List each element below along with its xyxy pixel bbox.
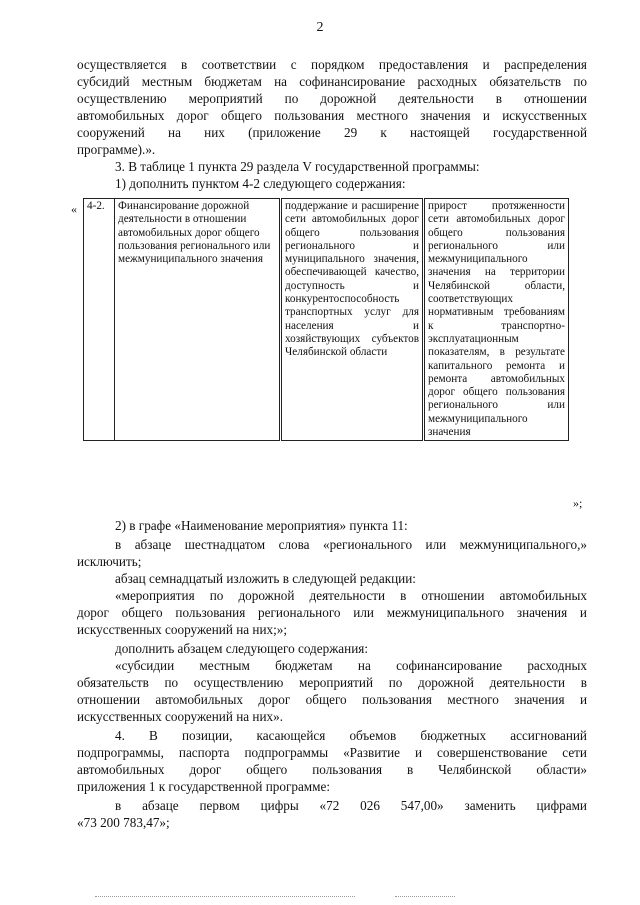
add-abz-heading: дополнить абзацем следующего содержания: [115, 641, 369, 656]
cell-number: 4-2. [84, 199, 115, 441]
abz16-line-1: в абзаце шестнадцатом слова «регионального или межмуниципального,» [115, 537, 587, 552]
item-4-line-1: 4. В позиции, касающейся объемов бюджетных ассигнований [115, 728, 587, 743]
intro-line-5: сооружений на них (приложение 29 к настоящей государственной [77, 125, 587, 140]
item-4-line-4: приложения 1 к государственной программе: [77, 779, 331, 794]
item-4-line-2: подпрограммы, паспорта подпрограммы «Развитие и совершенствование сети [77, 745, 587, 760]
add-abz-text-line-4: искусственных сооружений на них». [77, 709, 284, 724]
cell-goal: поддержание и расширение сети автомобильных дорог общего пользования регионального и муниципального значения, обеспечивающей качество, доступность и конкурентоспособность транспортных услуг для населения и хозяйствующих субъектов Челябинской области [281, 199, 424, 441]
footer-divider-short [395, 896, 455, 897]
abz17-text-line-1: «мероприятия по дорожной деятельности в отношении автомобильных [115, 588, 587, 603]
abz16-line-2: исключить; [77, 554, 142, 569]
inserted-table-row [63, 198, 603, 518]
cell-indicator: прирост протяженности сети автомобильных дорог общего пользования регионального или межмуниципального значения на территории Челябинской области, соответствующих нормативным требованиям к транспортно-эксплуатационным показателям, в результате капитального ремонта и ремонта автомобильных дорог общего пользования регионального или межмуниципального значения [424, 199, 569, 441]
measures-table [83, 198, 569, 441]
figures-line-2: «73 200 783,47»; [77, 815, 170, 830]
quote-open: « [71, 202, 77, 216]
intro-line-3: осуществлению мероприятий по дорожной деятельности в отношении [77, 91, 587, 106]
table-row [84, 199, 569, 441]
item-3-heading: 3. В таблице 1 пункта 29 раздела V государственной программы: [115, 159, 480, 174]
intro-line-2: субсидий местным бюджетам на софинансирование расходных обязательств по [77, 74, 587, 89]
item-3-1-heading: 1) дополнить пунктом 4-2 следующего содержания: [115, 176, 406, 191]
abz17-heading: абзац семнадцатый изложить в следующей редакции: [115, 571, 416, 586]
add-abz-text-line-2: обязательств по осуществлению мероприятий по дорожной деятельности в [77, 675, 587, 690]
page-number: 2 [316, 20, 324, 35]
quote-close: »; [573, 496, 583, 510]
abz17-text-line-3: искусственных сооружений на них;»; [77, 622, 288, 637]
intro-line-4: автомобильных дорог общего пользования местного значения и искусственных [77, 108, 587, 123]
add-abz-text-line-3: отношении автомобильных дорог общего пользования местного значения и [77, 692, 587, 707]
item-2-heading: 2) в графе «Наименование мероприятия» пункта 11: [115, 518, 408, 533]
item-4-line-3: автомобильных дорог общего пользования в Челябинской области» [77, 762, 587, 777]
abz17-text-line-2: дорог общего пользования регионального или межмуниципального значения и [77, 605, 587, 620]
figures-line-1: в абзаце первом цифры «72 026 547,00» заменить цифрами [115, 798, 587, 813]
intro-line-6: программе).». [77, 142, 156, 157]
cell-measure-name: Финансирование дорожной деятельности в отношении автомобильных дорог общего пользования регионального или межмуниципального значения [115, 199, 281, 441]
intro-line-1: осуществляется в соответствии с порядком предоставления и распределения [77, 57, 587, 72]
add-abz-text-line-1: «субсидии местным бюджетам на софинансирование расходных [115, 658, 587, 673]
footer-divider [95, 896, 355, 897]
